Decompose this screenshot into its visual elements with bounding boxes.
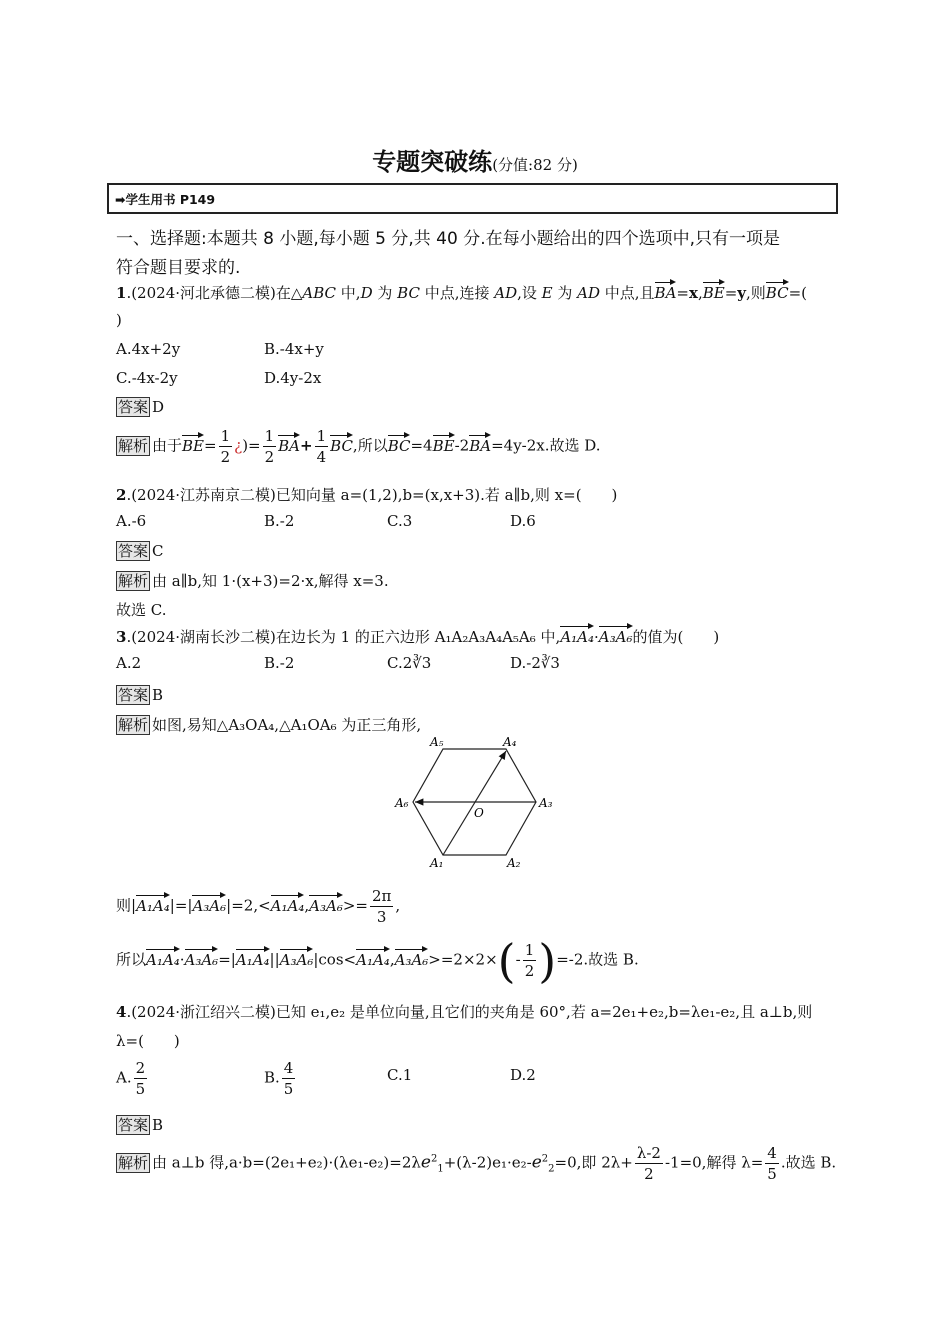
q1-stem-close: ) (116, 311, 122, 329)
q2-option-b: B.-2 (264, 512, 295, 530)
label-o: O (474, 806, 484, 820)
page-title (0, 142, 950, 177)
label-a1: A₁ (430, 856, 444, 870)
q3-option-a: A.2 (116, 654, 142, 672)
q1-answer: 答案 D (118, 398, 165, 416)
q4-option-b: B. $\frac{4}{5}$ (264, 1059, 294, 1098)
q3-answer: 答案 B (118, 686, 164, 704)
q3-option-b: B.-2 (264, 654, 295, 672)
q1-solution: 解析 由于BE= $\frac{1}{2}$ ¿)= $\frac{1}{2}$ BA+ $\frac{1}{4}$ BC,所以BC=4BE-2BA=4y-2x.故选 D. (118, 427, 601, 466)
book-reference-bar (107, 183, 838, 214)
q2-option-d: D.6 (510, 512, 536, 530)
q3-solution-line1: 解析 如图,易知△A₃OA₄,△A₁OA₆ 为正三角形, (118, 716, 422, 734)
title-score: (分值:82 分) (492, 156, 578, 174)
q3-option-d: D.-2∛3 (510, 654, 560, 672)
q2-option-c: C.3 (387, 512, 413, 530)
q2-solution-end: 故选 C. (116, 601, 167, 619)
q2-stem: 2.(2024·江苏南京二模)已知向量 a=(1,2),b=(x,x+3).若 a∥b,则 x=( ) (116, 486, 618, 504)
q4-answer: 答案 B (118, 1116, 164, 1134)
section-heading-line1: 一、选择题:本题共 8 小题,每小题 5 分,共 40 分.在每小题给出的四个选项中,只有一项是 (116, 229, 781, 249)
q4-stem-line2: λ=( ) (116, 1032, 180, 1050)
vector-BC: BC (765, 284, 789, 302)
q4-solution: 解析 由 a⊥b 得$,a\cdot b=(2e_1+e_2)\cdot(\lambda e_1-e_2)=2\lambda e^2_1+(\lambda-2)e_1\cdot e_2-e^2_2=0$,即 2λ+ $\frac{\lambda-2}{2}$ -1=0,解得 λ= $\frac{4}{5}$ .故选 B. (118, 1144, 837, 1183)
q4-option-a: A. $\frac{2}{5}$ (116, 1059, 146, 1098)
q4-option-d: D.2 (510, 1066, 536, 1084)
q3-stem: 3.(2024·湖南长沙二模)在边长为 1 的正六边形 A₁A₂A₃A₄A₅A₆ 中,A₁A₄·A₃A₆的值为( ) (116, 628, 720, 646)
q2-option-a: A.-6 (116, 512, 147, 530)
q3-solution-line3: 所以A₁A₄·A₃A₆=|A₁A₄||A₃A₆|cos<A₁A₄,A₃A₆>=2×2×(- $\frac{1}{2}$ )=-2.故选 B. (116, 933, 639, 988)
hexagon-figure (390, 733, 560, 873)
q2-solution: 解析 由 a∥b,知 1·(x+3)=2·x,解得 x=3. (118, 572, 389, 590)
q1-stem: 1.(2024·河北承德二模)在△ABC 中,D 为 BC 中点,连接 AD,设 E 为 AD 中点,且BA=x,BE=y,则BC=( (116, 284, 807, 302)
q4-stem: 4.(2024·浙江绍兴二模)已知 e₁,e₂ 是单位向量,且它们的夹角是 60°,若 a=2e₁+e₂,b=λe₁-e₂,且 a⊥b,则 (116, 1003, 813, 1021)
q3-solution-line2: 则|A₁A₄|=|A₃A₆|=2,<A₁A₄,A₃A₆>= $\frac{2\pi}{3}$ , (116, 887, 401, 926)
label-a3: A₃ (539, 796, 553, 810)
q1-option-b: B.-4x+y (264, 340, 324, 358)
label-a2: A₂ (507, 856, 521, 870)
vector-BA: BA (654, 284, 677, 302)
q1-option-a: A.4x+2y (116, 340, 181, 358)
q1-option-d: D.4y-2x (264, 369, 322, 387)
answer-label: 答案 (118, 398, 149, 416)
q2-answer: 答案 C (118, 542, 164, 560)
q4-option-c: C.1 (387, 1066, 413, 1084)
section-heading-line2: 符合题目要求的. (116, 258, 241, 278)
vector-BE: BE (702, 284, 725, 302)
segment-a1-a4 (443, 751, 506, 855)
q1-option-c: C.-4x-2y (116, 369, 178, 387)
title-main: 专题突破练 (372, 148, 493, 176)
label-a5: A₅ (430, 735, 444, 749)
q3-option-c: C.2∛3 (387, 654, 432, 672)
label-a4: A₄ (503, 735, 517, 749)
book-reference: ➡学生用书 P149 (115, 192, 216, 207)
analysis-label: 解析 (118, 436, 149, 455)
label-a6: A₆ (395, 796, 409, 810)
